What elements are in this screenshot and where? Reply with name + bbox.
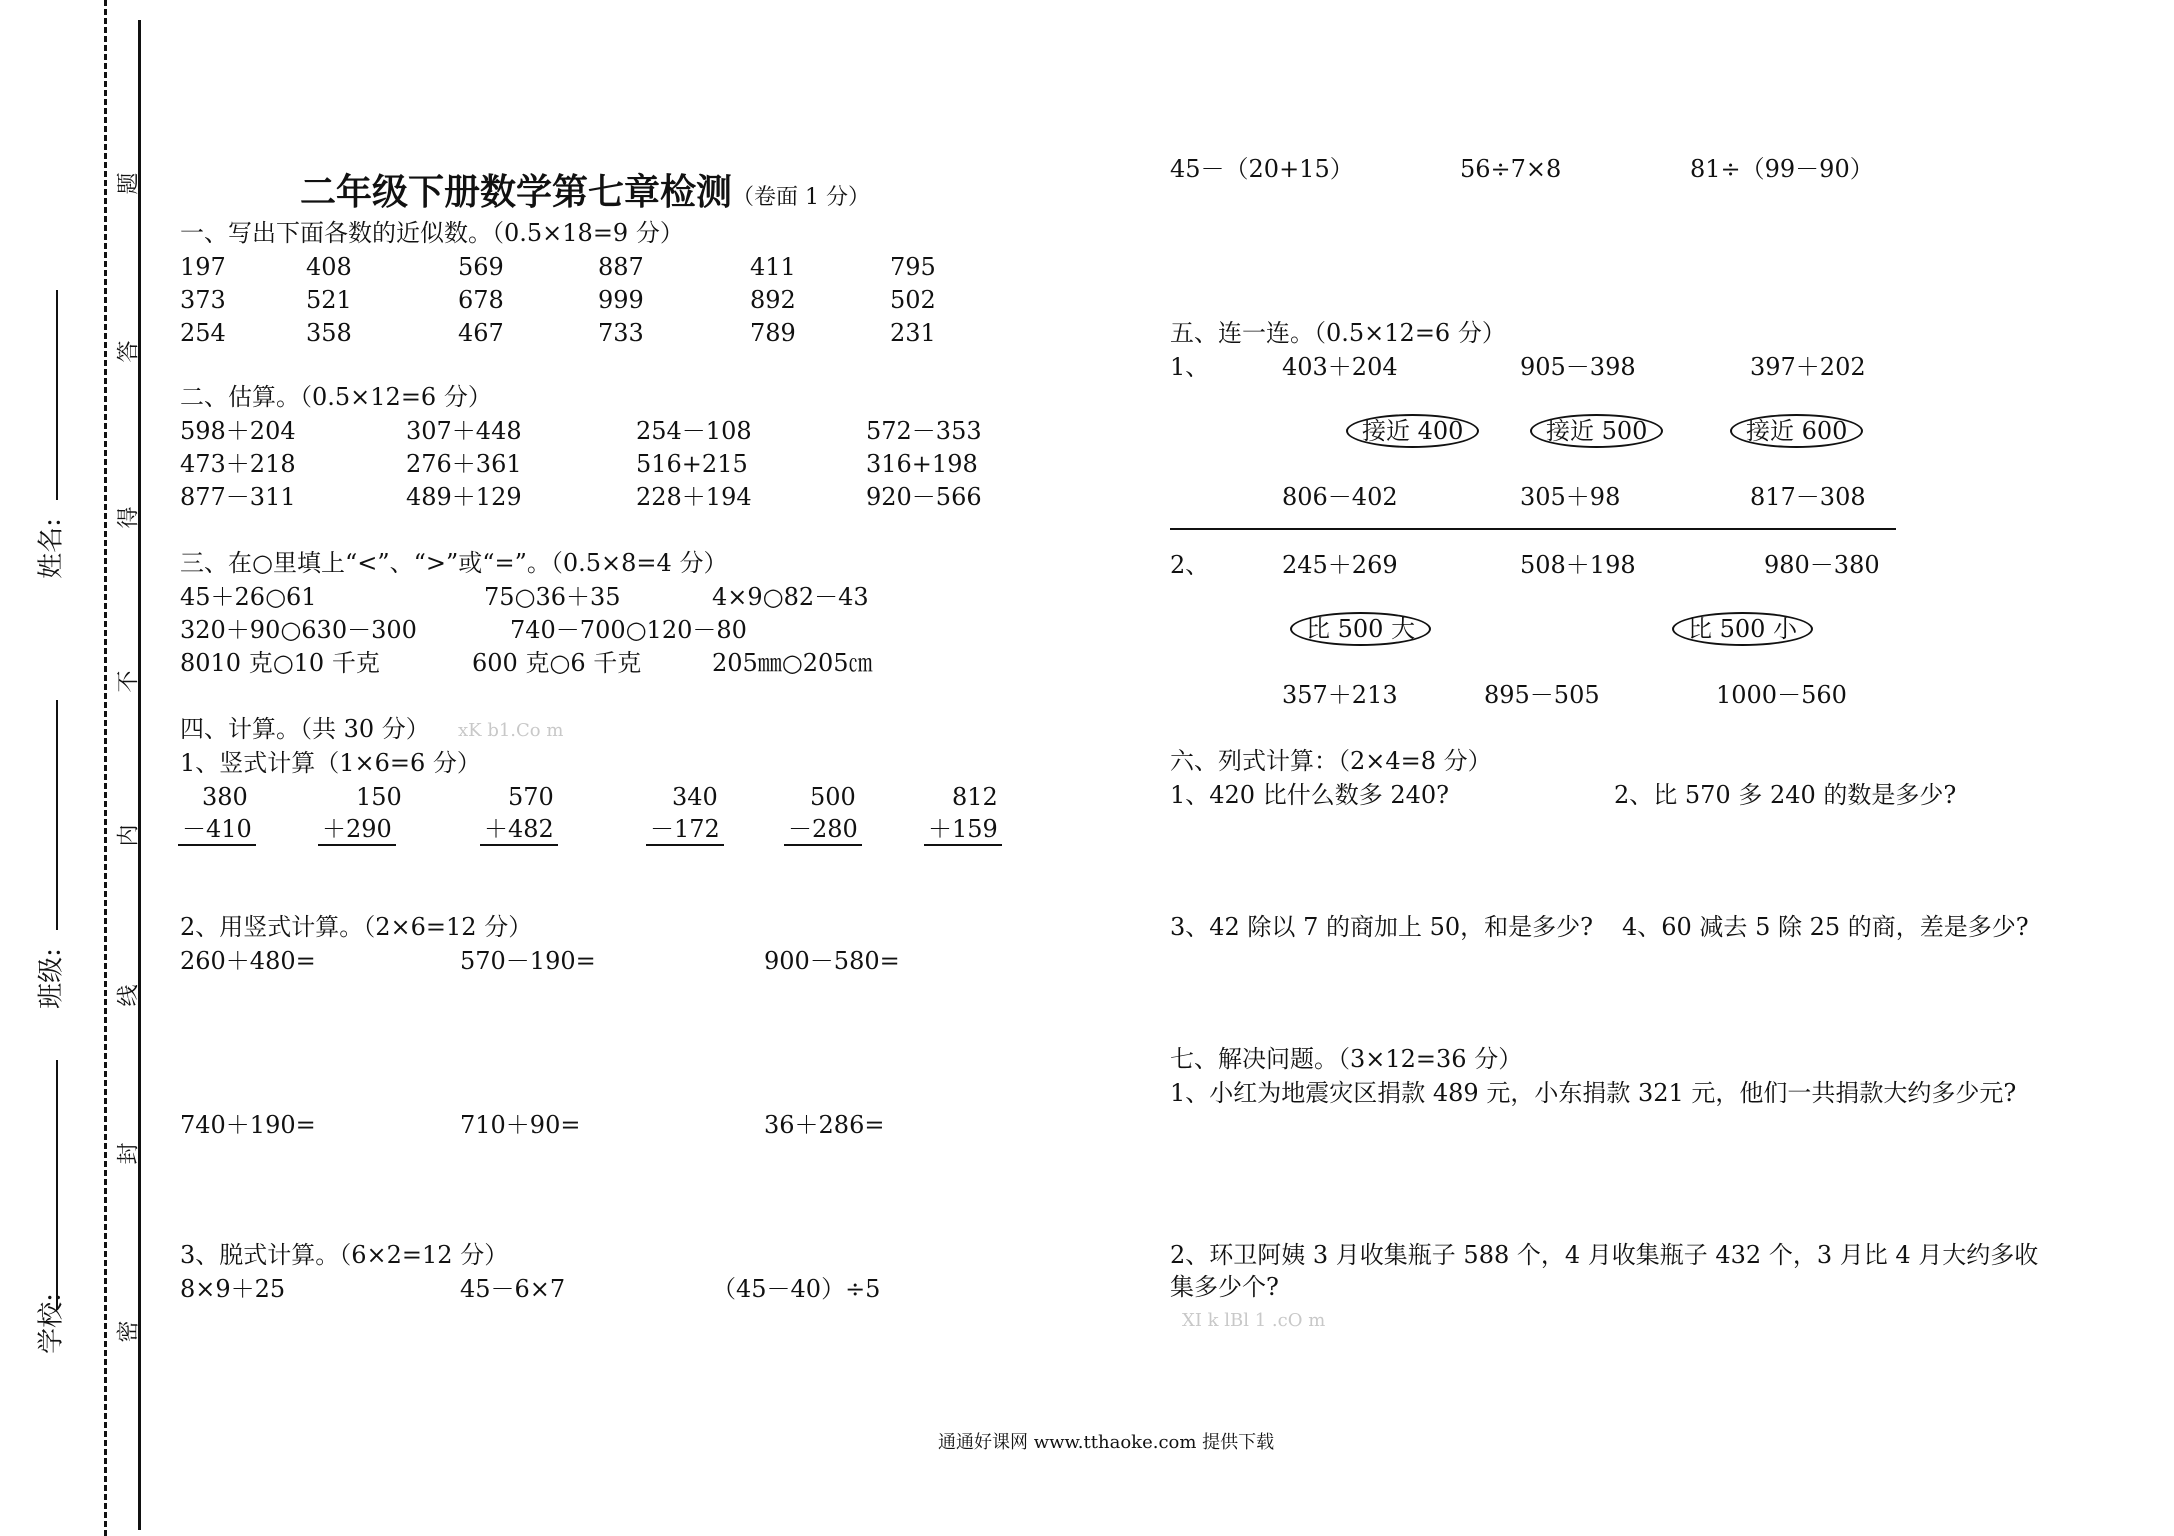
approx-number: 789 — [750, 319, 796, 347]
equation-question: 3、42 除以 7 的商加上 50，和是多少? — [1170, 913, 1593, 941]
page-title — [300, 164, 870, 215]
vertical-calc-top: 340 — [672, 783, 718, 811]
column-calc-expression: 260＋480= — [180, 947, 316, 975]
approx-number: 795 — [890, 253, 936, 281]
vertical-calc-top: 812 — [952, 783, 998, 811]
section-7-heading: 七、解决问题。（3×12=36 分） — [1170, 1045, 1523, 1073]
name-blank-line[interactable] — [56, 290, 58, 500]
vertical-calc-bottom: ＋482 — [480, 814, 558, 846]
vertical-calc-bottom: －280 — [784, 814, 862, 846]
vertical-calc-bottom: －410 — [178, 814, 256, 846]
class-label: 班级: — [36, 948, 67, 1009]
estimate-expression: 572－353 — [866, 417, 982, 445]
estimate-expression: 877－311 — [180, 483, 296, 511]
estimate-expression: 228＋194 — [636, 483, 752, 511]
stepwise-calc-heading: 3、脱式计算。（6×2=12 分） — [180, 1241, 509, 1269]
seal-char: 答 — [116, 340, 142, 363]
vertical-calc-bottom: ＋159 — [924, 814, 1002, 846]
estimate-expression: 598＋204 — [180, 417, 296, 445]
seal-char: 题 — [116, 172, 142, 195]
class-blank-line[interactable] — [56, 700, 58, 930]
compare-expression: 4×9○82－43 — [712, 583, 869, 611]
equation-question: 4、60 减去 5 除 25 的商，差是多少? — [1622, 913, 2029, 941]
approx-number: 678 — [458, 286, 504, 314]
column-calc-expression: 740＋190= — [180, 1111, 316, 1139]
compare-expression: 8010 克○10 千克 — [180, 649, 380, 677]
match-oval[interactable] — [1530, 414, 1663, 448]
estimate-expression: 473＋218 — [180, 450, 296, 478]
approx-number: 373 — [180, 286, 226, 314]
binding-solid-line — [138, 20, 141, 1530]
estimate-expression: 316+198 — [866, 450, 978, 478]
seal-char: 线 — [116, 984, 142, 1007]
column-calc-expression: 710＋90= — [460, 1111, 581, 1139]
equation-question: 1、420 比什么数多 240? — [1170, 781, 1450, 809]
match-oval-label: 比 500 小 — [1672, 612, 1813, 646]
vertical-calc-top: 500 — [810, 783, 856, 811]
match-oval-label: 接近 600 — [1730, 414, 1863, 448]
approx-number: 467 — [458, 319, 504, 347]
match-part-number: 2、 — [1170, 551, 1210, 579]
match-oval[interactable] — [1672, 612, 1813, 646]
approx-number: 231 — [890, 319, 936, 347]
approx-number: 408 — [306, 253, 352, 281]
match-expression: 403＋204 — [1282, 353, 1398, 381]
stepwise-calc-expression: 8×9＋25 — [180, 1275, 286, 1303]
vertical-calc-top: 570 — [508, 783, 554, 811]
name-label: 姓名: — [36, 518, 67, 579]
estimate-expression: 276＋361 — [406, 450, 522, 478]
section-6-heading: 六、列式计算：（2×4=8 分） — [1170, 747, 1492, 775]
approx-number: 411 — [750, 253, 796, 281]
match-expression: 817－308 — [1750, 483, 1866, 511]
approx-number: 197 — [180, 253, 226, 281]
seal-char: 封 — [116, 1142, 142, 1165]
equation-question: 2、比 570 多 240 的数是多少? — [1614, 781, 1957, 809]
match-oval-label: 接近 500 — [1530, 414, 1663, 448]
watermark-text: XI k lBl 1 .cO m — [1182, 1310, 1326, 1331]
match-expression: 980－380 — [1764, 551, 1880, 579]
seal-char: 得 — [116, 506, 142, 529]
seal-char: 不 — [116, 670, 142, 693]
match-expression: 895－505 — [1484, 681, 1600, 709]
vertical-calc-top: 150 — [356, 783, 402, 811]
estimate-expression: 307＋448 — [406, 417, 522, 445]
title-sub: （卷面 1 分） — [732, 185, 870, 210]
section-5-heading: 五、连一连。（0.5×12=6 分） — [1170, 319, 1506, 347]
match-oval-label: 接近 400 — [1346, 414, 1479, 448]
word-problem: 集多少个? — [1170, 1273, 1279, 1301]
school-blank-line[interactable] — [56, 1060, 58, 1310]
approx-number: 733 — [598, 319, 644, 347]
approx-number: 254 — [180, 319, 226, 347]
match-expression: 357＋213 — [1282, 681, 1398, 709]
approx-number: 502 — [890, 286, 936, 314]
approx-number: 569 — [458, 253, 504, 281]
match-divider — [1170, 528, 1896, 530]
estimate-expression: 920－566 — [866, 483, 982, 511]
stepwise-calc-expression: 81÷（99－90） — [1690, 155, 1874, 183]
seal-char: 密 — [116, 1320, 142, 1343]
title-main: 二年级下册数学第七章检测 — [300, 171, 733, 213]
estimate-expression: 254－108 — [636, 417, 752, 445]
compare-expression: 320＋90○630－300 — [180, 616, 417, 644]
approx-number: 521 — [306, 286, 352, 314]
compare-expression: 740－700○120－80 — [510, 616, 747, 644]
word-problem: 2、环卫阿姨 3 月收集瓶子 588 个，4 月收集瓶子 432 个，3 月比 4 月大约多收 — [1170, 1241, 2039, 1269]
stepwise-calc-expression: （45－40）÷5 — [712, 1275, 881, 1303]
match-expression: 905－398 — [1520, 353, 1636, 381]
column-calc-heading: 2、用竖式计算。（2×6=12 分） — [180, 913, 533, 941]
vertical-calc-heading: 1、竖式计算（1×6=6 分） — [180, 749, 481, 777]
approx-number: 887 — [598, 253, 644, 281]
approx-number: 999 — [598, 286, 644, 314]
match-expression: 397＋202 — [1750, 353, 1866, 381]
seal-char: 内 — [116, 824, 142, 847]
match-expression: 806－402 — [1282, 483, 1398, 511]
word-problem: 1、小红为地震灾区捐款 489 元，小东捐款 321 元，他们一共捐款大约多少元? — [1170, 1079, 2017, 1107]
watermark-text: xK b1.Co m — [458, 720, 564, 741]
compare-expression: 75○36＋35 — [484, 583, 621, 611]
vertical-calc-bottom: ＋290 — [318, 814, 396, 846]
section-1-heading: 一、写出下面各数的近似数。（0.5×18=9 分） — [180, 219, 684, 247]
section-3-heading: 三、在○里填上“<”、“>”或“=”。（0.5×8=4 分） — [180, 549, 728, 577]
compare-expression: 205㎜○205㎝ — [712, 649, 873, 677]
stepwise-calc-expression: 56÷7×8 — [1460, 155, 1562, 183]
stepwise-calc-expression: 45－（20+15） — [1170, 155, 1354, 183]
estimate-expression: 516+215 — [636, 450, 748, 478]
approx-number: 892 — [750, 286, 796, 314]
match-oval[interactable] — [1290, 612, 1431, 646]
section-2-heading: 二、估算。（0.5×12=6 分） — [180, 383, 492, 411]
column-calc-expression: 570－190= — [460, 947, 596, 975]
match-expression: 245＋269 — [1282, 551, 1398, 579]
column-calc-expression: 900－580= — [764, 947, 900, 975]
column-calc-expression: 36＋286= — [764, 1111, 885, 1139]
compare-expression: 600 克○6 千克 — [472, 649, 642, 677]
section-4-heading: 四、计算。（共 30 分） — [180, 715, 430, 743]
footer-text: 通通好课网 www.tthaoke.com 提供下载 — [938, 1432, 1275, 1453]
match-expression: 305＋98 — [1520, 483, 1621, 511]
compare-expression: 45＋26○61 — [180, 583, 317, 611]
estimate-expression: 489＋129 — [406, 483, 522, 511]
binding-dashed-line — [104, 0, 107, 1536]
match-expression: 508＋198 — [1520, 551, 1636, 579]
match-oval[interactable] — [1730, 414, 1863, 448]
stepwise-calc-expression: 45－6×7 — [460, 1275, 566, 1303]
approx-number: 358 — [306, 319, 352, 347]
match-oval-label: 比 500 大 — [1290, 612, 1431, 646]
match-expression: 1000－560 — [1716, 681, 1847, 709]
school-label: 学校: — [36, 1293, 67, 1354]
match-oval[interactable] — [1346, 414, 1479, 448]
vertical-calc-top: 380 — [202, 783, 248, 811]
vertical-calc-bottom: －172 — [646, 814, 724, 846]
match-part-number: 1、 — [1170, 353, 1210, 381]
